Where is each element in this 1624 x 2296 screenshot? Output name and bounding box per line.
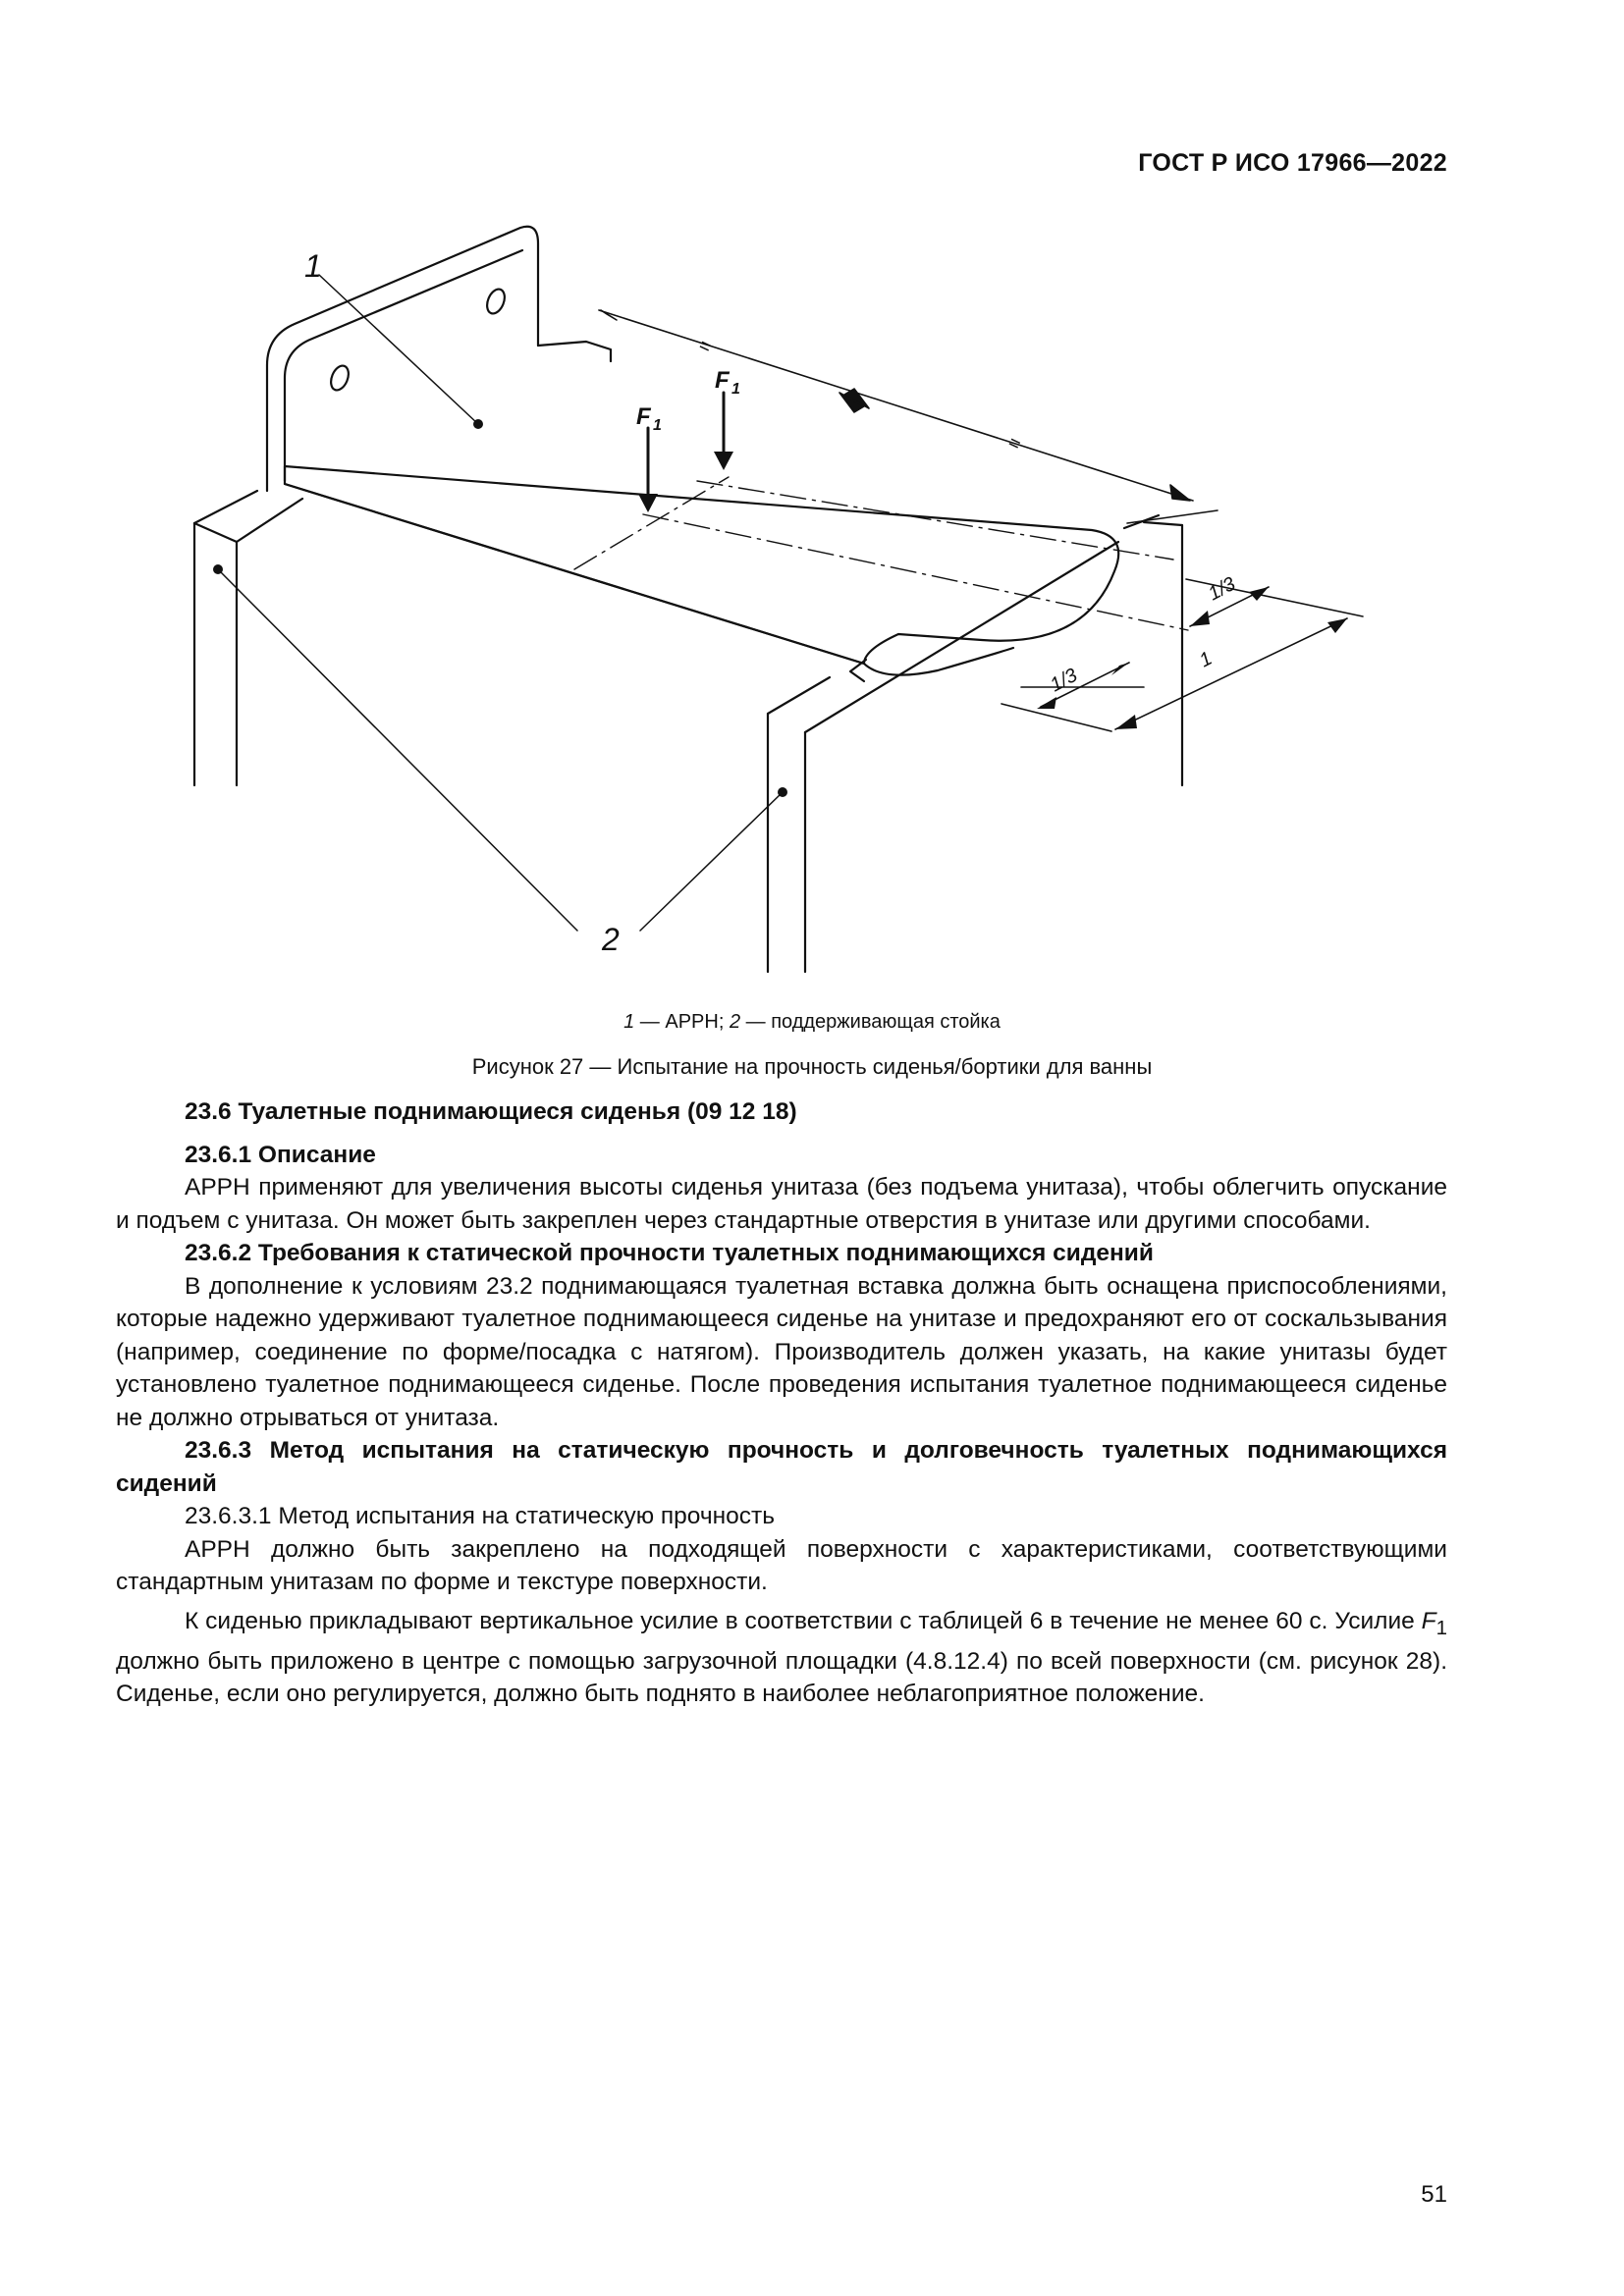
leader-dot-1 bbox=[473, 419, 483, 429]
test-figure bbox=[177, 221, 1394, 1006]
document-body bbox=[116, 1095, 1447, 1711]
figure-caption: Рисунок 27 — Испытание на прочность сиденья/бортики для ванны bbox=[471, 1054, 1153, 1079]
third-label-left: 1/3 bbox=[1047, 664, 1081, 697]
support-post-right bbox=[768, 515, 1182, 972]
figure-legend: 1 — АРРН; 2 — поддерживающая стойка bbox=[623, 1011, 1001, 1033]
heading-23-6-1: 23.6.1 Описание bbox=[185, 1141, 376, 1168]
center-lines bbox=[574, 477, 1188, 630]
arrow-head-one-bottom bbox=[1115, 715, 1137, 729]
arrow-head-third-top bbox=[1190, 611, 1210, 626]
force-label-2: F bbox=[715, 367, 730, 394]
heading-23-6-2: 23.6.2 Требования к статической прочности туалетных поднимающихся сидений bbox=[185, 1240, 1154, 1266]
third-label-right: 1/3 bbox=[1205, 572, 1239, 606]
leader-dot-2b bbox=[778, 787, 787, 797]
force-arrow-head-2 bbox=[714, 452, 733, 470]
label-2: 2 bbox=[602, 922, 620, 957]
force-label-1: F bbox=[636, 403, 651, 430]
equal-mark-1: = bbox=[694, 334, 715, 359]
equal-mark-2: = bbox=[1003, 431, 1024, 456]
heading-23-6: 23.6 Туалетные поднимающиеся сиденья (09 12 18) bbox=[185, 1098, 797, 1125]
page-number: 51 bbox=[1421, 2181, 1447, 2208]
seat-plate bbox=[285, 466, 1118, 681]
force-arrow-head-1 bbox=[638, 494, 658, 512]
arrow-head-third-right bbox=[1249, 587, 1269, 601]
dimension-top bbox=[599, 310, 1218, 523]
arrow-head-one-top bbox=[1327, 618, 1347, 633]
para-23-6-1: АРРН применяют для увеличения высоты сиденья унитаза (без подъема унитаза), чтобы облегчить опускание и подъем с унитаза. Он может быть закреплен через стандартные отверстия в унитазе или другими способами. bbox=[116, 1174, 1447, 1234]
force-label-2-sub: 1 bbox=[731, 381, 740, 398]
force-label-1-sub: 1 bbox=[653, 417, 662, 434]
heading-23-6-3: 23.6.3 Метод испытания на статическую прочность и долговечность туалетных поднимающихся сидений bbox=[116, 1437, 1447, 1497]
para-23-6-3-1b: К сиденью прикладывают вертикальное усилие в соответствии с таблицей 6 в течение не менее 60 с. Усилие $F_1$ должно быть приложено в центре с помощью загрузочной площадки (4.8.12.4) по всей поверхности (см. рисунок 28). Сиденье, если оно регулируется, должно быть поднято в наиболее неблагоприятное положение. bbox=[116, 1607, 1447, 1708]
arrow-head-third-left bbox=[1037, 697, 1056, 709]
para-23-6-3-1a: АРРН должно быть закреплено на подходящей поверхности с характеристиками, соответствующими стандартным унитазам по форме и текстуре поверхности. bbox=[116, 1535, 1447, 1595]
para-23-6-2: В дополнение к условиям 23.2 поднимающаяся туалетная вставка должна быть оснащена приспособлениями, которые надежно удерживают туалетное поднимающееся сиденье на унитазе и предохраняют его от соскальзывания (например, соединение по форме/посадка с натягом). Производитель должен указать, на какие унитазы будет установлено туалетное поднимающееся сиденье. После проведения испытания туалетное поднимающееся сиденье не должно отрываться от унитаза. bbox=[116, 1272, 1447, 1431]
force-arrows bbox=[648, 393, 724, 496]
leader-dot-2a bbox=[213, 564, 223, 574]
leader-lines bbox=[218, 275, 783, 931]
document-header: ГОСТ Р ИСО 17966—2022 bbox=[1138, 149, 1447, 177]
label-1: 1 bbox=[304, 248, 322, 284]
one-label: 1 bbox=[1196, 647, 1217, 672]
subheading-23-6-3-1: 23.6.3.1 Метод испытания на статическую прочность bbox=[185, 1503, 776, 1529]
